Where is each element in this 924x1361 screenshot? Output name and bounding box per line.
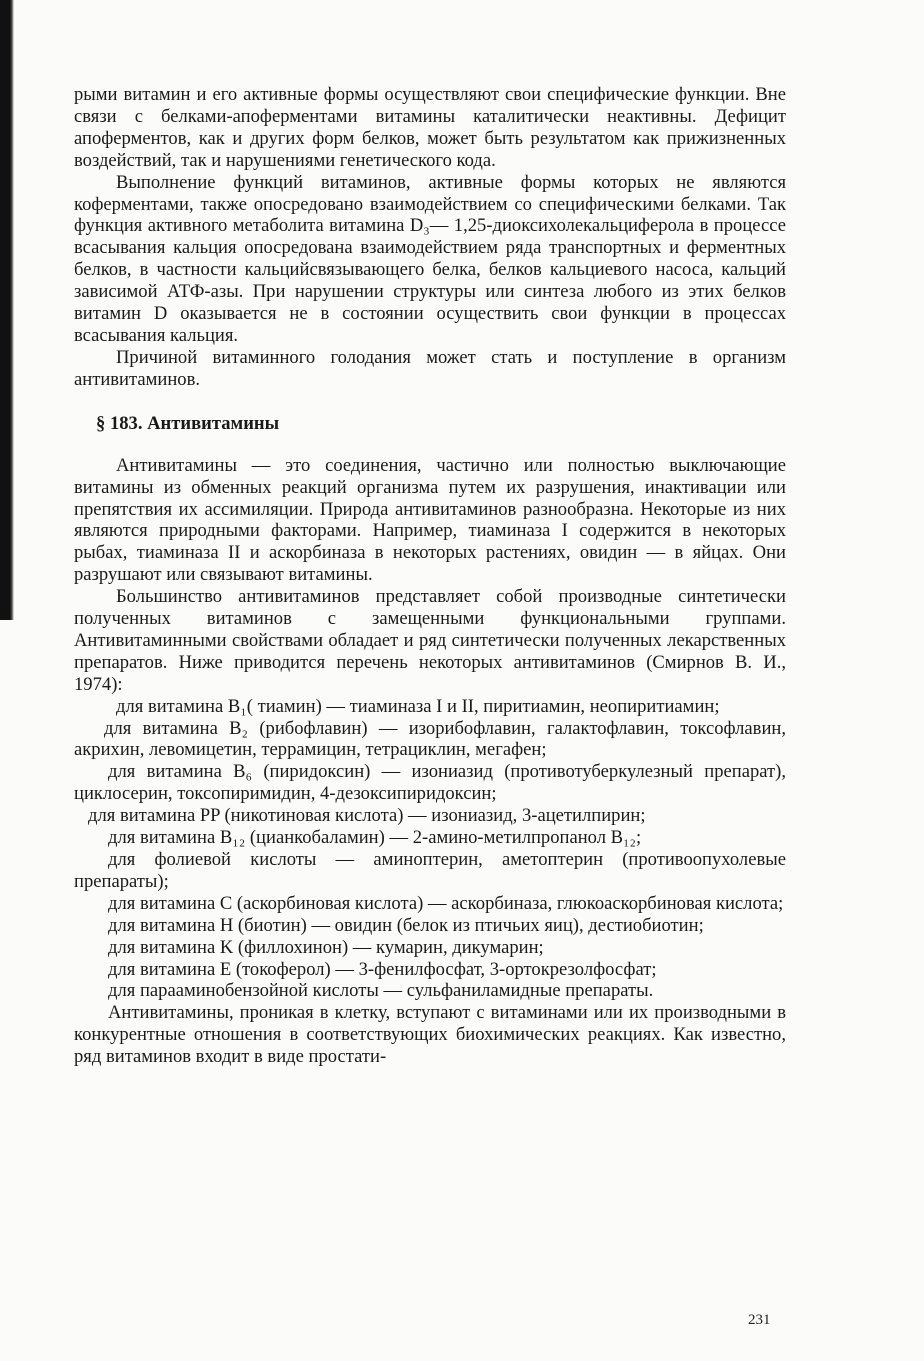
antivitamin-list: [74, 696, 786, 1003]
scan-binding-edge: [0, 0, 14, 620]
list-item-folic-acid: для фолиевой кислоты — аминоптерин, аметоптерин (противоопухолевые препараты);: [74, 849, 786, 892]
list-item-pp: для витамина PP (никотиновая кислота) — изониазид, 3-ацетилпирин;: [88, 805, 646, 827]
paragraph-apoenzymes: рыми витамин и его активные формы осуществляют свои специфические функции. Вне связи с белками-апоферментами витамины каталитически неактивны. Дефицит апоферментов, как и других форм белков, может быть результатом как прижизненных воздействий, так и нарушениями генетического кода.: [74, 84, 786, 171]
list-item-h: для витамина H (биотин) — овидин (белок из птичьих яиц), дестиобиотин;: [108, 914, 704, 936]
list-item-k: для витамина K (филлохинон) — кумарин, дикумарин;: [108, 936, 544, 958]
paragraph-antivitamin-definition: Антивитамины — это соединения, частично или полностью выключающие витамины из обменных реакций организма путем их разрушения, инактивации или препятствия их ассимиляции. Природа антивитаминов разнообразна. Некоторые из них являются природными факторами. Например, тиаминаза I содержится в некоторых рыбах, тиаминаза II и аскорбиназа в некоторых растениях, овидин — в яйцах. Они разрушают или связывают витамины.: [74, 454, 786, 586]
list-item-b6: для витамина B₆ (пиридоксин) — изониазид (противотуберкулезный препарат), циклосерин, токсопиримидин, 4-дезоксипиридоксин;: [74, 761, 786, 805]
paragraph-synthetic-antivitamins: Большинство антивитаминов представляет собой производные синтетически полученных витаминов с замещенными функциональными группами. Антивитаминными свойствами обладает и ряд синтетически полученных лекарственных препаратов. Ниже приводится перечень некоторых антивитаминов (Смирнов В. И., 1974):: [74, 586, 786, 695]
page-number: 231: [748, 1312, 771, 1328]
list-item-c: для витамина C (аскорбиновая кислота) — аскорбиназа, глюкоаскорбиновая кислота;: [108, 892, 784, 914]
paragraph-vitamin-starvation: Причиной витаминного голодания может стать и поступление в организм антивитаминов.: [74, 346, 786, 390]
list-item-b12: для витамина B₁₂ (цианкобаламин) — 2-амино-метилпропанол B₁₂;: [108, 827, 642, 849]
page-body: [74, 84, 786, 1068]
paragraph-vitamin-d: Выполнение функций витаминов, активные формы которых не являются коферментами, также опосредовано взаимодействием со специфическими белками. Так функция активного метаболита витамина D₃— 1,25-диоксихолекальциферола в процессе всасывания кальция опосредована взаимодействием ряда транспортных и ферментных белков, в частности кальцийсвязывающего белка, белков кальциевого насоса, кальций зависимой АТФ-азы. При нарушении структуры или синтеза любого из этих белков витамин D оказывается не в состоянии осуществить свои функции в процессах всасывания кальция.: [74, 171, 786, 346]
list-item-paba: для парааминобензойной кислоты — сульфаниламидные препараты.: [108, 980, 654, 1002]
list-item-b1: для витамина B₁( тиамин) — тиаминаза I и II, пиритиамин, неопиритиамин;: [116, 695, 720, 717]
list-item-e: для витамина E (токоферол) — 3-фенилфосфат, 3-ортокрезолфосфат;: [108, 958, 657, 980]
list-item-b2: для витамина B₂ (рибофлавин) — изорибофлавин, галактофлавин, токсофлавин, акрихин, левомицетин, террамицин, тетрациклин, мегафен;: [74, 717, 786, 761]
section-heading: § 183. Антивитамины: [96, 412, 280, 434]
paragraph-competitive-relations: Антивитамины, проникая в клетку, вступают с витаминами или их производными в конкурентные отношения в соответствующих биохимических реакциях. Как известно, ряд витаминов входит в виде простати-: [74, 1002, 786, 1068]
